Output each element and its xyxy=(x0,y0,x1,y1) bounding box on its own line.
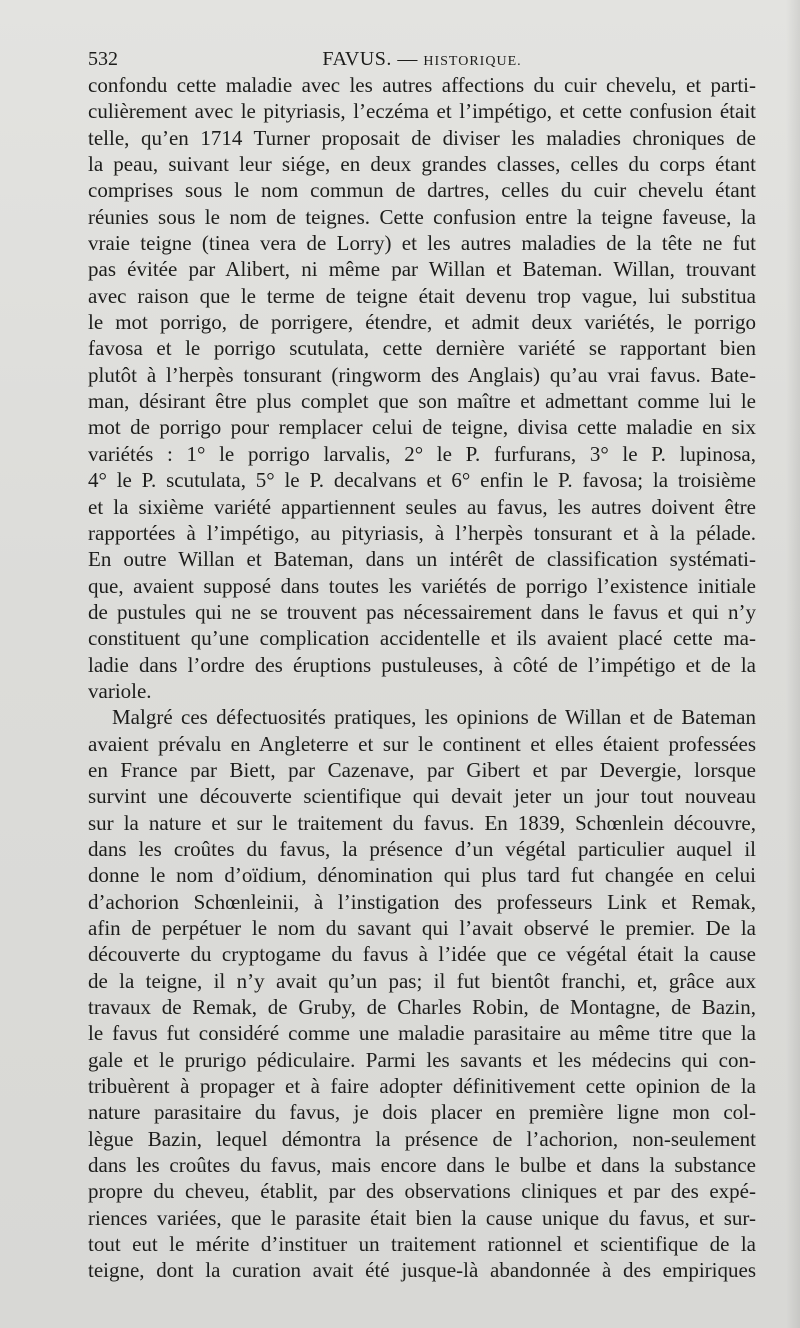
page-header xyxy=(88,44,756,74)
text-line: confondu cette maladie avec les autres affections du cuir chevelu, et parti- xyxy=(88,73,756,97)
text-line: variétés : 1° le porrigo larvalis, 2° le P. furfurans, 3° le P. lupinosa, xyxy=(88,441,756,466)
text-line: ladie dans l’ordre des éruptions pustuleuses, à côté de l’impétigo et de la xyxy=(88,652,756,677)
text-line: afin de perpétuer le nom du savant qui l’avait observé le premier. De la xyxy=(88,916,756,940)
text-line: tout eut le mérite d’instituer un traitement rationnel et scientifique de la xyxy=(88,1232,756,1257)
text-line: gale et le prurigo pédiculaire. Parmi les savants et les médecins qui con- xyxy=(88,1047,756,1072)
text-line: le mot porrigo, de porrigere, étendre, et admit deux variétés, le porrigo xyxy=(88,310,756,335)
text-line: plutôt à l’herpès tonsurant (ringworm des Anglais) qu’au vrai favus. Bate- xyxy=(88,362,756,387)
text-line: lègue Bazin, lequel démontra la présence de l’achorion, non-seulement xyxy=(88,1126,756,1151)
text-line: vraie teigne (tinea vera de Lorry) et les autres maladies de la tête ne fut xyxy=(88,231,756,256)
text-line: man, désirant être plus complet que son maître et admettant comme lui le xyxy=(88,389,756,414)
running-head-dash: — xyxy=(397,48,418,70)
text-line: survint une découverte scientifique qui devait jeter un jour tout nouveau xyxy=(88,784,756,809)
text-line: donne le nom d’oïdium, dénomination qui plus tard fut changée en celui xyxy=(88,863,756,888)
text-line: de la teigne, il n’y avait qu’un pas; il fut bientôt franchi, et, grâce aux xyxy=(88,968,756,993)
text-line: la peau, suivant leur siége, en deux grandes classes, celles du corps étant xyxy=(88,152,756,177)
text-line: avaient prévalu en Angleterre et sur le continent et elles étaient professées xyxy=(88,731,756,756)
text-line: sur la nature et sur le traitement du favus. En 1839, Schœnlein découvre, xyxy=(88,810,756,835)
text-line: rapportées à l’impétigo, au pityriasis, à l’herpès tonsurant et à la pélade. xyxy=(88,520,756,545)
text-line: favosa et le porrigo scutulata, cette dernière variété se rapportant bien xyxy=(88,336,756,361)
text-line: d’achorion Schœnleinii, à l’instigation des professeurs Link et Remak, xyxy=(88,889,756,914)
text-line: travaux de Remak, de Gruby, de Charles Robin, de Montagne, de Bazin, xyxy=(88,995,756,1020)
running-head-title: FAVUS. xyxy=(322,48,392,70)
text-line: pas évitée par Alibert, ni même par Willan et Bateman. Willan, trouvant xyxy=(88,257,756,282)
text-line: En outre Willan et Bateman, dans un intérêt de classification systémati- xyxy=(88,547,756,572)
text-line: nature parasitaire du favus, je dois placer en première ligne mon col- xyxy=(88,1100,756,1125)
text-line: dans les croûtes du favus, mais encore dans le bulbe et dans la substance xyxy=(88,1153,756,1178)
text-line: que, avaient supposé dans toutes les variétés de porrigo l’existence initiale xyxy=(88,573,756,598)
text-line: et la sixième variété appartiennent seules au favus, les autres doivent être xyxy=(88,494,756,519)
body-text xyxy=(88,72,756,1284)
page-number: 532 xyxy=(88,48,118,70)
text-line: telle, qu’en 1714 Turner proposait de diviser les maladies chroniques de xyxy=(88,125,756,150)
text-line: avec raison que le terme de teigne était devenu trop vague, lui substitua xyxy=(88,283,756,308)
text-line: Malgré ces défectuosités pratiques, les opinions de Willan et de Bateman xyxy=(112,705,756,730)
text-line: propre du cheveu, établit, par des observations cliniques et par des expé- xyxy=(88,1179,756,1204)
text-line: découverte du cryptogame du favus à l’idée que ce végétal était la cause xyxy=(88,942,756,967)
text-line: mot de porrigo pour remplacer celui de teigne, divisa cette maladie en six xyxy=(88,415,756,440)
text-line: 4° le P. scutulata, 5° le P. decalvans et 6° enfin le P. favosa; la troisième xyxy=(88,468,756,493)
text-line: le favus fut considéré comme une maladie parasitaire au même titre que la xyxy=(88,1021,756,1046)
text-line: dans les croûtes du favus, la présence d’un végétal particulier auquel il xyxy=(88,836,756,861)
text-line: constituent qu’une complication accidentelle et ils avaient placé cette ma- xyxy=(88,626,756,651)
text-line: comprises sous le nom commun de dartres, celles du cuir chevelu étant xyxy=(88,178,756,203)
text-line: réunies sous le nom de teignes. Cette confusion entre la teigne faveuse, la xyxy=(88,204,756,229)
running-head-section: HISTORIQUE. xyxy=(423,54,522,69)
text-line: variole. xyxy=(88,678,152,703)
text-line: en France par Biett, par Cazenave, par Gibert et par Devergie, lorsque xyxy=(88,757,756,782)
text-line: de pustules qui ne se trouvent pas nécessairement dans le favus et qui n’y xyxy=(88,599,756,624)
text-line: culièrement avec le pityriasis, l’eczéma et l’impétigo, et cette confusion était xyxy=(88,99,756,124)
text-line: teigne, dont la curation avait été jusque-là abandonnée à des empiriques xyxy=(88,1258,756,1283)
text-line: riences variées, que le parasite était bien la cause unique du favus, et sur- xyxy=(88,1205,756,1230)
text-line: tribuèrent à propager et à faire adopter définitivement cette opinion de la xyxy=(88,1074,756,1099)
